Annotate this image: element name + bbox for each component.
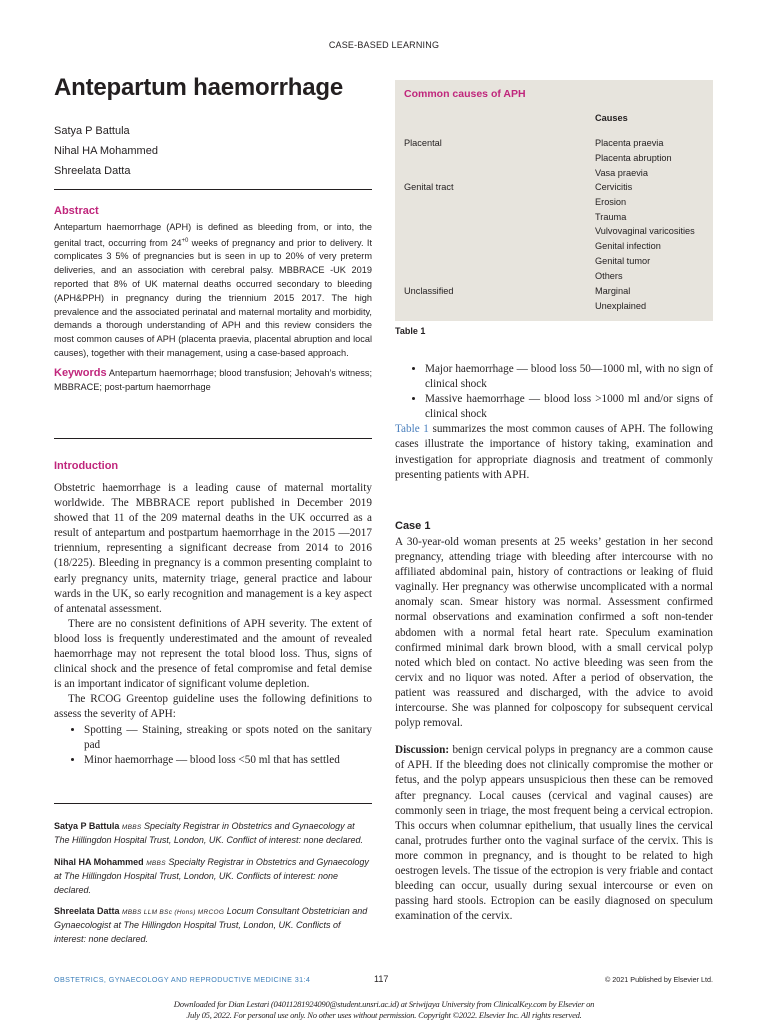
page-number: 117 xyxy=(374,974,389,984)
paragraph: A 30-year-old woman presents at 25 weeks’ gestation in her second pregnancy, attending triage with bleeding after intercourse with no affiliated abdominal pain, history of contractions or leaking of fluid vaginally. Her pregnancy was otherwise uncomplicated with a normal anomaly scan. Smear history was normal. Assessment confirmed normal observations and examination confirmed a soft non-tender abdomen with a normal fetal heart rate. Speculum examination confirmed minimal dark brown blood, with a small cervical polyp noted which bled on contact. No active bleeding was seen from the cervix and no liquor was noted. After a period of observation, the patient was reassured and discharged, with the advice to avoid intercourse. She was planned for colposcopy for subsequent cervical polyp removal. xyxy=(395,536,713,730)
paragraph: There are no consistent definitions of APH severity. The extent of blood loss is frequently underestimated and the amount of revealed haemorrhage may not represent the total blood loss. Thus, signs of clinical shock and the presence of fetal compromise and fetal demise is an important indicator of significant volume depletion. xyxy=(54,617,372,691)
table-category: Genital tract xyxy=(404,182,454,192)
list-item: • Minor haemorrhage — blood loss <50 ml that has settled xyxy=(84,753,372,768)
right-column-body xyxy=(395,362,713,483)
list-item: • Massive haemorrhage — blood loss >1000 ml and/or signs of clinical shock xyxy=(425,392,713,422)
author-affiliations xyxy=(54,820,372,954)
divider xyxy=(54,189,372,190)
table-column-header: Causes xyxy=(595,113,628,123)
keywords-label: Keywords xyxy=(54,366,107,379)
affiliation: Nihal HA Mohammed MBBS Specialty Registrar in Obstetrics and Gynaecology at The Hillingdon Hospital Trust, London, UK. Conflicts of interest: none declared. xyxy=(54,856,369,895)
table-category: Placental xyxy=(404,138,442,148)
author-name: Nihal HA Mohammed xyxy=(54,145,158,157)
abstract-text: Antepartum haemorrhage (APH) is defined as bleeding from, or into, the genital tract, occurring from $24^{+0}$ weeks of pregnancy and prior to delivery. It complicates 3 5% of pregnancies but is seen in up to 20% of very preterm deliveries, and an association with cerebral palsy. MBBRACE -UK 2019 reported that 8% of UK maternal deaths occurred secondary to bleeding (APH&PPH) in pregnancy during the triennium 2015 2017. The high prevalence and the associated perinatal and maternal mortality and morbidity, demands a thorough understanding of APH and this review considers the most common causes of APH (placenta praevia, placental abruption and local causes), together with their management, using a case-based approach. xyxy=(54,221,372,359)
divider xyxy=(54,438,372,439)
list-item: • Spotting — Staining, streaking or spots noted on the sanitary pad xyxy=(84,723,372,753)
severity-list-continued xyxy=(395,362,713,422)
download-notice: Downloaded for Dian Lestari (04011281924090@student.unsri.ac.id) at Sriwijaya University from ClinicalKey.com by Elsevier on July 05, 2022. For personal use only. No other uses without permission. Copyright ©2022. Elsevier Inc. All rights reserved. xyxy=(173,999,595,1020)
keywords: Keywords Antepartum haemorrhage; blood transfusion; Jehovah’s witness; MBBRACE; post-partum haemorrhage xyxy=(54,366,372,392)
paragraph: The RCOG Greentop guideline uses the following definitions to assess the severity of APH: xyxy=(54,693,372,721)
affiliation: Shreelata Datta MBBS LLM BSc (Hons) MRCOG Locum Consultant Obstetrician and Gynaecologist at The Hillingdon Hospital Trust, London, UK. Conflicts of interest: none declared. xyxy=(54,906,368,944)
severity-list xyxy=(54,723,372,768)
running-header: CASE-BASED LEARNING xyxy=(328,40,440,50)
table-reference-link[interactable]: Table 1 xyxy=(395,423,429,436)
causes-table xyxy=(395,80,713,321)
list-item: • Major haemorrhage — blood loss 50—1000 ml, with no sign of clinical shock xyxy=(425,362,713,392)
introduction-body xyxy=(54,481,372,768)
table-causes: Cervicitis Erosion Trauma Vulvovaginal varicosities Genital infection Genital tumor Others xyxy=(595,182,695,281)
copyright: © 2021 Published by Elsevier Ltd. xyxy=(605,975,713,984)
author-name: Satya P Battula xyxy=(54,125,130,137)
table-label: Table 1 xyxy=(395,326,426,336)
discussion-paragraph: Discussion: benign cervical polyps in pregnancy are a common cause of APH. If the bleeding does not clinically compromise the mother or fetus, and the polyp appears unsuspicious then these can be removed after pregnancy. Local causes (cervical and vaginal causes) are commonly seen in triage, the most frequent being a cervical ectropion. This occurs when columnar epithelium, that usually lines the cervical canal, protrudes further onto the vaginal surface of the cervix. This is more common in pregnancy, and is thought to be related to high oestrogen levels. The tissue of the ectropion is very friable and contact bleeding can occur, usually during sexual intercourse or even on passing hard stools. Ectropion can be easily diagnosed on speculum examination of the cervix. xyxy=(395,744,713,923)
abstract xyxy=(54,205,372,394)
abstract-heading: Abstract xyxy=(54,205,99,217)
table-title: Common causes of APH xyxy=(404,88,526,100)
discussion-label: Discussion: xyxy=(395,744,450,757)
paragraph: Table 1 summarizes the most common causes of APH. The following cases illustrate the importance of history taking, examination and investigation for appropriate diagnosis and treatment of commonly presenting patients with APH. xyxy=(395,423,713,481)
article-title: Antepartum haemorrhage xyxy=(54,74,343,101)
paragraph: Obstetric haemorrhage is a leading cause of maternal mortality worldwide. The MBBRACE report published in December 2019 showed that 11 of the 209 maternal deaths in the UK occurred as a result of antepartum and postpartum haemorrhage in the 2015 —2017 triennium, representing a significant decrease from 2014 to 2016 (18/225). Bleeding in pregnancy is a common presenting complaint to early pregnancy units, maternity triage, general practice and labour wards in the UK, so early recognition and management is a key aspect of antenatal assessment. xyxy=(54,482,372,615)
table-category: Unclassified xyxy=(404,286,454,296)
table-causes: Marginal Unexplained xyxy=(595,286,647,311)
case-1-body xyxy=(395,535,713,924)
table-causes: Placenta praevia Placenta abruption Vasa praevia xyxy=(595,138,672,178)
affiliation: Satya P Battula MBBS Specialty Registrar in Obstetrics and Gynaecology at The Hillingdon Hospital Trust, London, UK. Conflict of interest: none declared. xyxy=(54,821,363,846)
section-heading-introduction: Introduction xyxy=(54,460,119,472)
divider xyxy=(54,803,372,804)
journal-name: OBSTETRICS, GYNAECOLOGY AND REPRODUCTIVE MEDICINE 31:4 xyxy=(54,975,311,984)
section-heading-case-1: Case 1 xyxy=(395,520,431,532)
author-list xyxy=(54,121,158,181)
author-name: Shreelata Datta xyxy=(54,165,131,177)
